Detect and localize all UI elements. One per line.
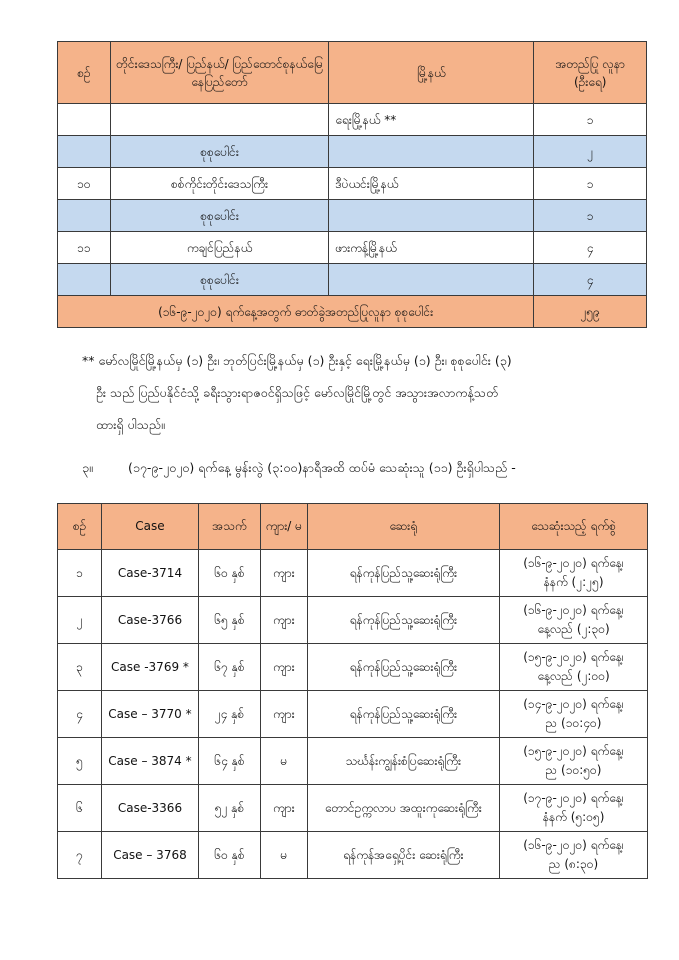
footnote-line-1: ** မော်လမြိုင်မြို့နယ်မှ (၁) ဦး၊ ဘုတ်ပြင်းမြို့နယ်မှ (၁) ဦးနှင့် ရေးမြို့နယ်မှ (၁) ဦး၊ စုစုပေါင်း (၃): [82, 353, 512, 368]
row-case: Case-3766: [102, 597, 199, 644]
date-line: (၁၅-၉-၂၀၂၀) ရက်နေ့၊: [523, 744, 624, 759]
row-sex: ကျား: [261, 597, 308, 644]
row-sex: ကျား: [261, 691, 308, 738]
col-header-case: Case: [102, 504, 199, 550]
col-header-date: သေဆုံးသည့် ရက်စွဲ: [500, 504, 648, 550]
row-region: စစ်ကိုင်းတိုင်းဒေသကြီး: [110, 168, 329, 200]
date-line: (၁၆-၉-၂၀၂၀) ရက်နေ့၊: [523, 603, 624, 618]
row-no: ၃: [58, 644, 102, 691]
row-no: ၁၁: [58, 232, 111, 264]
row-no: ၄: [58, 691, 102, 738]
table-header-row: [58, 504, 648, 550]
row-count: ၁: [534, 168, 647, 200]
row-hospital: ရန်ကုန်ပြည်သူ့ဆေးရုံကြီး: [307, 644, 500, 691]
date-line: (၁၅-၉-၂၀၂၀) ရက်နေ့၊: [523, 650, 624, 665]
row-no: ၆: [58, 785, 102, 832]
subtotal-count: ၂: [534, 136, 647, 168]
empty-cell: [58, 264, 111, 296]
row-date: [500, 738, 648, 785]
table-row: [58, 104, 647, 136]
row-age: ၅၂ နှစ်: [198, 785, 260, 832]
row-date: [500, 691, 648, 738]
row-date: [500, 550, 648, 597]
row-township: ဖားကန့်မြို့နယ်: [329, 232, 534, 264]
subtotal-count: ၁: [534, 200, 647, 232]
time-line: ည (၁၀:၅၀): [545, 763, 602, 777]
table-row: [58, 168, 647, 200]
row-sex: မ: [261, 738, 308, 785]
subtotal-label: စုစုပေါင်း: [110, 136, 329, 168]
time-line: ည (၁၀:၄၀): [545, 716, 602, 730]
date-line: (၁၆-၉-၂၀၂၀) ရက်နေ့၊: [523, 838, 624, 853]
row-age: ၂၄ နှစ်: [198, 691, 260, 738]
table-row: [58, 644, 648, 691]
table-row: [58, 832, 648, 879]
row-case: Case-3366: [102, 785, 199, 832]
col-header-township: မြို့နယ်: [329, 42, 534, 104]
row-sex: ကျား: [261, 785, 308, 832]
col-header-sex: ကျား/ မ: [261, 504, 308, 550]
row-age: ၆၄ နှစ်: [198, 738, 260, 785]
row-no: ၇: [58, 832, 102, 879]
grand-total-count: ၂၅၉: [534, 296, 647, 328]
table-row: [58, 691, 648, 738]
row-case: Case -3769 *: [102, 644, 199, 691]
col-header-hospital: ဆေးရုံ: [307, 504, 500, 550]
subtotal-row: [58, 136, 647, 168]
time-line: နံနက် (၂:၂၅): [543, 575, 604, 589]
table-header-row: [58, 42, 647, 104]
row-date: [500, 597, 648, 644]
row-count: ၁: [534, 104, 647, 136]
time-line: နေ့လည် (၂:၃၀): [537, 622, 610, 636]
row-region: [110, 104, 329, 136]
col-header-region: တိုင်းဒေသကြီး/ ပြည်နယ်/ ပြည်ထောင်စုနယ်မြေ နေပြည်တော်: [110, 42, 329, 104]
row-age: ၆၇ နှစ်: [198, 644, 260, 691]
col-header-no: စဉ်: [58, 504, 102, 550]
row-case: Case-3714: [102, 550, 199, 597]
footnote-line-2: ဦး သည် ပြည်ပနိုင်ငံသို့ ခရီးသွားရာဇဝင်ရှိသဖြင့် မော်လမြိုင်မြို့တွင် အသွားအလာကန့်သတ်: [96, 385, 499, 400]
paragraph-text: (၁၇-၉-၂၀၂၀) ရက်နေ့ မွန်းလွဲ (၃:၀၀)နာရီအထိ ထပ်မံ သေဆုံးသူ (၁၁) ဦးရှိပါသည် -: [127, 460, 516, 475]
deaths-paragraph: [82, 460, 516, 479]
subtotal-label: စုစုပေါင်း: [110, 200, 329, 232]
row-hospital: ရန်ကုန်အရှေ့ပိုင်း ဆေးရုံကြီး: [307, 832, 500, 879]
empty-cell: [329, 136, 534, 168]
row-hospital: တောင်ဥက္ကလာပ အထူးကုဆေးရုံကြီး: [307, 785, 500, 832]
row-count: ၄: [534, 232, 647, 264]
confirmed-cases-table: [57, 41, 647, 328]
row-no: [58, 104, 111, 136]
row-case: Case – 3770 *: [102, 691, 199, 738]
row-hospital: ရန်ကုန်ပြည်သူ့ဆေးရုံကြီး: [307, 597, 500, 644]
grand-total-row: [58, 296, 647, 328]
subtotal-label: စုစုပေါင်း: [110, 264, 329, 296]
subtotal-row: [58, 264, 647, 296]
empty-cell: [329, 264, 534, 296]
table-row: [58, 232, 647, 264]
table-row: [58, 738, 648, 785]
row-sex: ကျား: [261, 644, 308, 691]
col-header-no: စဉ်: [58, 42, 111, 104]
subtotal-row: [58, 200, 647, 232]
date-line: (၁၆-၉-၂၀၂၀) ရက်နေ့၊: [523, 556, 624, 571]
row-township: ဒီပဲယင်းမြို့နယ်: [329, 168, 534, 200]
row-township: ရေးမြို့နယ် **: [329, 104, 534, 136]
row-no: ၁: [58, 550, 102, 597]
footnote: [82, 345, 652, 441]
empty-cell: [329, 200, 534, 232]
date-line: (၁၄-၉-၂၀၂၀) ရက်နေ့၊: [523, 697, 624, 712]
deaths-table: [57, 503, 648, 879]
time-line: နေ့လည် (၂:၀၀): [537, 669, 610, 683]
table-row: [58, 550, 648, 597]
row-date: [500, 785, 648, 832]
time-line: ည (၈:၃၀): [548, 857, 599, 871]
row-age: ၆၀ နှစ်: [198, 550, 260, 597]
time-line: နံနက် (၅:၀၅): [542, 810, 605, 824]
table-row: [58, 597, 648, 644]
row-age: ၆၀ နှစ်: [198, 832, 260, 879]
row-sex: ကျား: [261, 550, 308, 597]
col-header-age: အသက်: [198, 504, 260, 550]
col-header-count: အတည်ပြု လူနာ (ဦးရေ): [534, 42, 647, 104]
footnote-line-3: ထားရှိ ပါသည်။: [96, 417, 165, 432]
row-date: [500, 832, 648, 879]
row-hospital: သင်္ဃန်းကျွန်းစံပြဆေးရုံကြီး: [307, 738, 500, 785]
grand-total-label: (၁၆-၉-၂၀၂၀) ရက်နေ့အတွက် ဓာတ်ခွဲအတည်ပြုလူနာ စုစုပေါင်း: [58, 296, 534, 328]
row-no: ၅: [58, 738, 102, 785]
row-hospital: ရန်ကုန်ပြည်သူ့ဆေးရုံကြီး: [307, 691, 500, 738]
row-age: ၆၅ နှစ်: [198, 597, 260, 644]
empty-cell: [58, 200, 111, 232]
row-hospital: ရန်ကုန်ပြည်သူ့ဆေးရုံကြီး: [307, 550, 500, 597]
date-line: (၁၇-၉-၂၀၂၀) ရက်နေ့၊: [523, 791, 624, 806]
row-region: ကချင်ပြည်နယ်: [110, 232, 329, 264]
paragraph-number: ၃။: [82, 460, 93, 475]
table-row: [58, 785, 648, 832]
row-no: ၂: [58, 597, 102, 644]
subtotal-count: ၄: [534, 264, 647, 296]
row-case: Case – 3874 *: [102, 738, 199, 785]
row-case: Case – 3768: [102, 832, 199, 879]
row-sex: မ: [261, 832, 308, 879]
empty-cell: [58, 136, 111, 168]
row-no: ၁၀: [58, 168, 111, 200]
row-date: [500, 644, 648, 691]
